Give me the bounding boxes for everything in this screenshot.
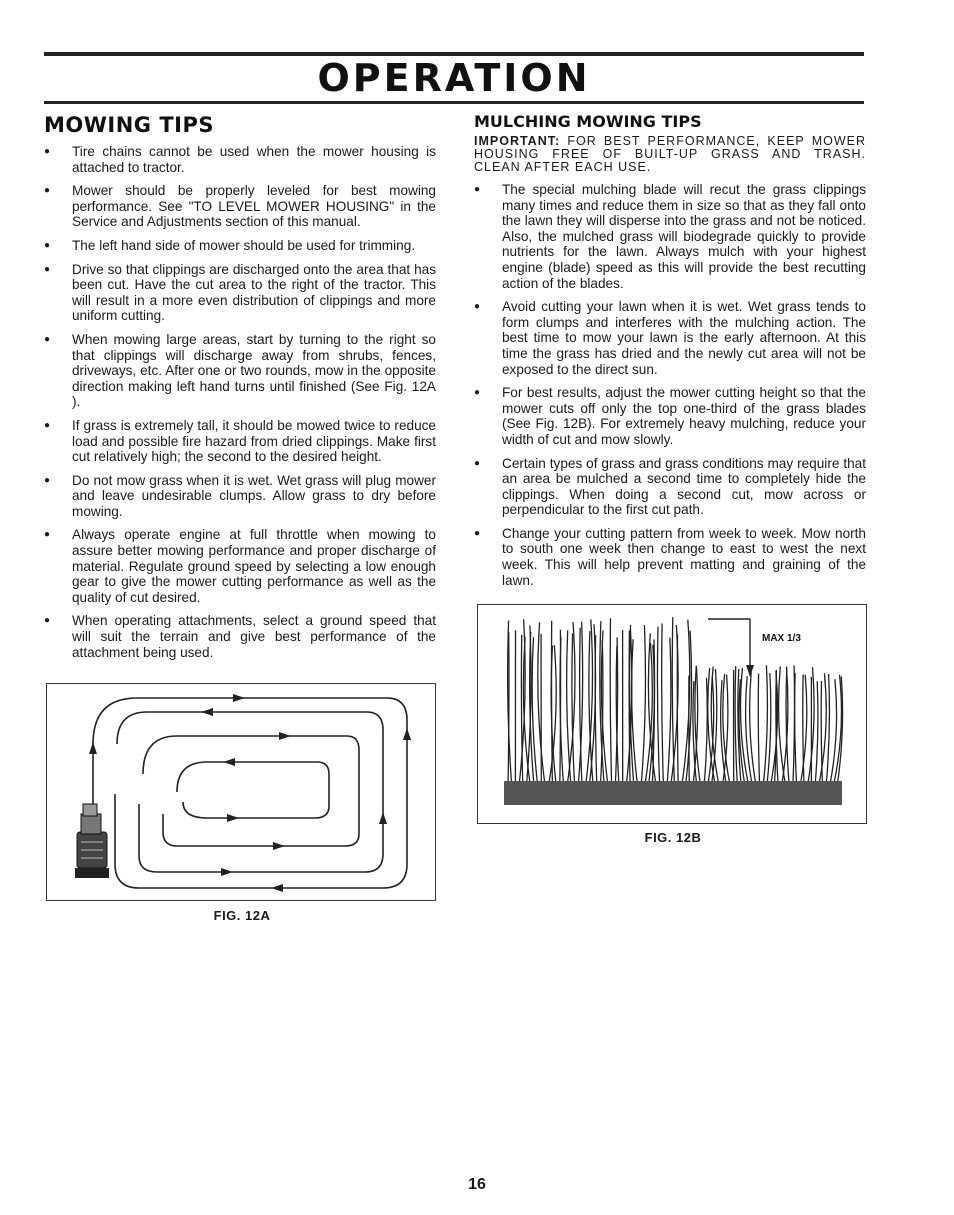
list-item-text: For best results, adjust the mower cutting height so that the mower cuts off only the top one-third of the grass blades (See Fig. 12B). For extremely heavy mulching, reduce your width of cut and mow slowly.: [502, 385, 866, 447]
header-rule-bottom: [44, 101, 864, 104]
list-item-text: Change your cutting pattern from week to week. Mow north to south one week then change to east to west the next week. This will help prevent matting and graining of the lawn.: [502, 525, 866, 588]
mowing-tips-section: [44, 112, 436, 668]
list-item: [474, 456, 866, 518]
grass-blades-illustration: [478, 605, 866, 823]
list-item-text: Mower should be properly leveled for best mowing performance. See "TO LEVEL MOWER HOUSING" in the Service and Adjustments section of this manual.: [72, 183, 436, 230]
figure-12a-caption: FIG. 12A: [213, 908, 271, 923]
list-item: [44, 332, 436, 410]
bullet-dot-icon: ●: [44, 333, 51, 345]
important-notice: [474, 135, 866, 174]
list-item: [44, 238, 436, 254]
list-item-text: The left hand side of mower should be used for trimming.: [72, 237, 416, 253]
bullet-dot-icon: ●: [44, 263, 51, 275]
page-number: 16: [468, 1176, 486, 1193]
list-item-text: When operating attachments, select a ground speed that will suit the terrain and give best performance of the attachment being used.: [72, 613, 436, 660]
bullet-dot-icon: ●: [44, 239, 51, 251]
list-item: [44, 418, 436, 465]
list-item-text: Certain types of grass and grass conditions may require that an area be mulched a second time to completely hide the clippings. When doing a second cut, mow across or perpendicular to the first cut path.: [502, 455, 866, 518]
bullet-dot-icon: ●: [44, 474, 51, 486]
mulching-tips-list: [474, 182, 866, 588]
mulching-tips-section: [474, 112, 866, 596]
bullet-dot-icon: ●: [44, 615, 51, 627]
list-item-text: When mowing large areas, start by turning to the right so that clippings will discharge away from shrubs, fences, driveways, etc. After one or two rounds, mow in the opposite direction making left hand turns until finished (See Fig. 12A ).: [72, 331, 436, 410]
list-item-text: Always operate engine at full throttle when mowing to assure better mowing performance and proper discharge of material. Regulate ground speed by selecting a low enough gear to give the mower cutting performance as well as the quality of cut desired.: [72, 527, 436, 605]
list-item: [44, 262, 436, 324]
important-label: IMPORTANT:: [474, 134, 561, 148]
mowing-pattern-diagram: [47, 684, 435, 900]
bullet-dot-icon: ●: [474, 387, 481, 399]
bullet-dot-icon: ●: [44, 529, 51, 541]
mowing-tips-heading: MOWING TIPS: [44, 113, 215, 137]
list-item-text: Do not mow grass when it is wet. Wet grass will plug mower and leave undesirable clumps. Allow grass to dry before mowing.: [72, 472, 436, 519]
bullet-dot-icon: ●: [474, 301, 481, 313]
bullet-dot-icon: ●: [474, 527, 481, 539]
important-text: FOR BEST PERFORMANCE, KEEP MOWER HOUSING FREE OF BUILT-UP GRASS AND TRASH. CLEAN AFTER EACH USE.: [474, 134, 866, 174]
figure-12b-caption: FIG. 12B: [644, 830, 702, 845]
list-item: [474, 385, 866, 447]
bullet-dot-icon: ●: [44, 185, 51, 197]
list-item: [474, 299, 866, 377]
list-item-text: The special mulching blade will recut the grass clippings many times and reduce them in size so that as they fall onto the lawn they will disperse into the grass and not be noticed. Also, the mulched grass will biodegrade quickly to provide nutrients for the lawn. Always mulch with your highest engine (blade) speed as this will provide the best recutting action of the blades.: [502, 182, 866, 291]
list-item: [474, 526, 866, 588]
figure-12b: [477, 604, 867, 824]
bullet-dot-icon: ●: [474, 457, 481, 469]
figure-12a: [46, 683, 436, 901]
list-item-text: Avoid cutting your lawn when it is wet. Wet grass tends to form clumps and interferes with the mulching action. The best time to mow your lawn is the early afternoon. At this time the grass has dried and the newly cut area will not be exposed to the direct sun.: [502, 299, 866, 377]
list-item: [44, 183, 436, 230]
bullet-dot-icon: ●: [474, 184, 481, 195]
list-item: [44, 613, 436, 660]
list-item-text: If grass is extremely tall, it should be mowed twice to reduce load and possible fire hazard from dried clippings. Make first cut relatively high; the second to the desired height.: [72, 417, 436, 465]
mowing-tips-list: [44, 144, 436, 660]
list-item-text: Tire chains cannot be used when the mower housing is attached to tractor.: [72, 144, 436, 175]
page-title: OPERATION: [317, 56, 591, 100]
list-item: [474, 182, 866, 291]
list-item: [44, 144, 436, 175]
list-item: [44, 527, 436, 605]
mulching-tips-heading: MULCHING MOWING TIPS: [474, 112, 702, 131]
lawn-tractor-icon: [75, 804, 109, 878]
bullet-dot-icon: ●: [44, 146, 51, 157]
list-item: [44, 473, 436, 520]
list-item-text: Drive so that clippings are discharged onto the area that has been cut. Have the cut area to the right of the tractor. This will result in a more even distribution of clippings and more uniform cutting.: [72, 261, 436, 324]
bullet-dot-icon: ●: [44, 419, 51, 431]
max-third-annotation: MAX 1/3: [762, 633, 801, 644]
